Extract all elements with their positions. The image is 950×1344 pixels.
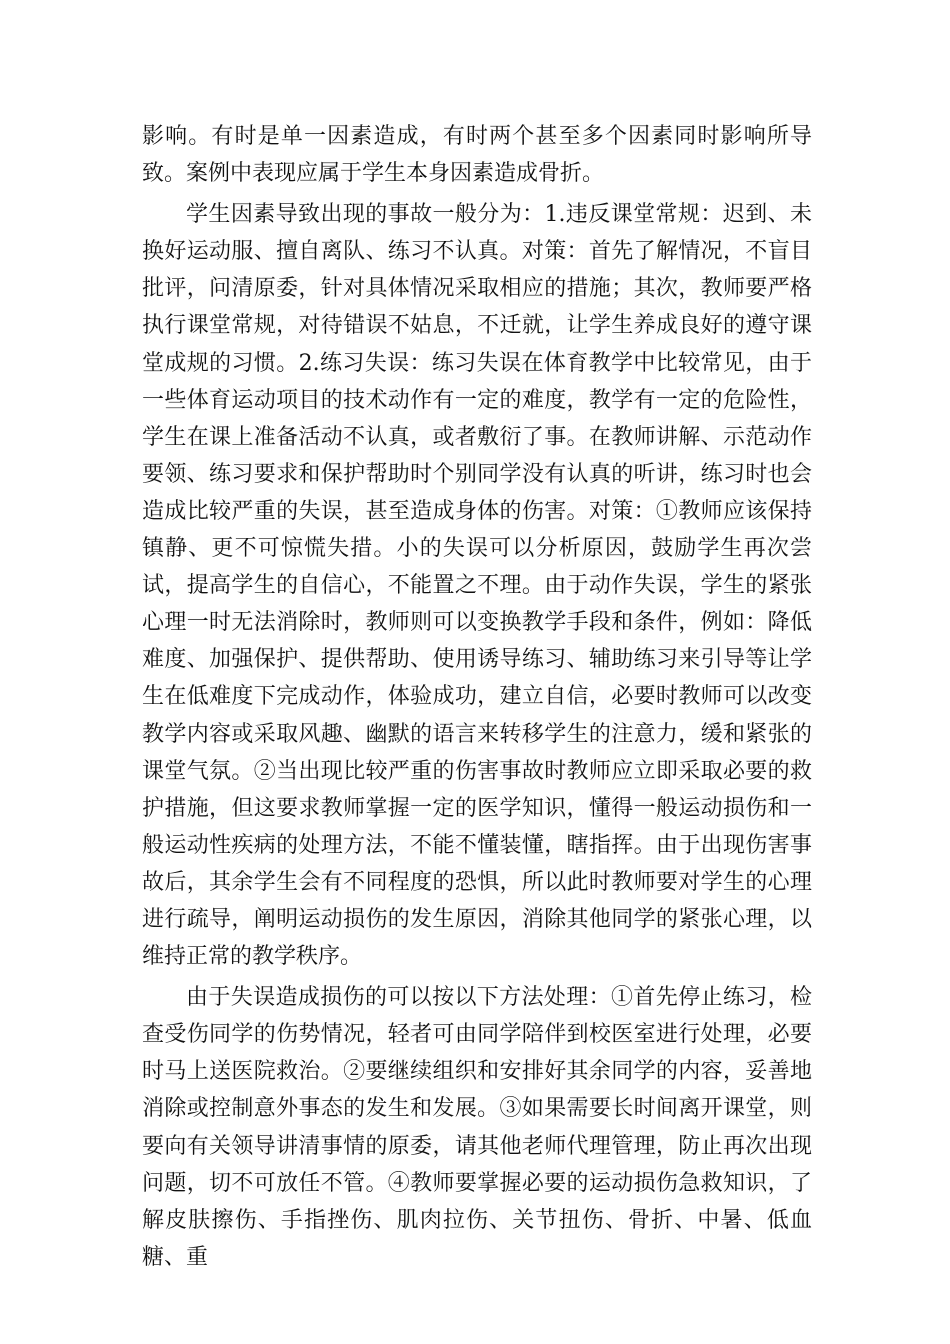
paragraph-student-factors: 学生因素导致出现的事故一般分为：1.违反课堂常规：迟到、未换好运动服、擅自离队、练习不认真。对策：首先了解情况，不盲目批评，问清原委，针对具体情况采取相应的措施；其次，教师要严格执行课堂常规，对待错误不姑息，不迁就，让学生养成良好的遵守课堂成规的习惯。2.练习失误：练习失误在体育教学中比较常见，由于一些体育运动项目的技术动作有一定的难度，教学有一定的危险性，学生在课上准备活动不认真，或者敷衍了事。在教师讲解、示范动作要领、练习要求和保护帮助时个别同学没有认真的听讲，练习时也会造成比较严重的失误，甚至造成身体的伤害。对策：①教师应该保持镇静、更不可惊慌失措。小的失误可以分析原因，鼓励学生再次尝试，提高学生的自信心，不能置之不理。由于动作失误，学生的紧张心理一时无法消除时，教师则可以变换教学手段和条件，例如：降低难度、加强保护、提供帮助、使用诱导练习、辅助练习来引导等让学生在低难度下完成动作，体验成功，建立自信，必要时教师可以改变教学内容或采取风趣、幽默的语言来转移学生的注意力，缓和紧张的课堂气氛。②当出现比较严重的伤害事故时教师应立即采取必要的救护措施，但这要求教师掌握一定的医学知识，懂得一般运动损伤和一般运动性疾病的处理方法，不能不懂装懂，瞎指挥。由于出现伤害事故后，其余学生会有不同程度的恐惧，所以此时教师要对学生的心理进行疏导，阐明运动损伤的发生原因，消除其他同学的紧张心理，以维持正常的教学秩序。 bbox=[142, 202, 812, 970]
document-body bbox=[142, 118, 812, 1276]
paragraph-continued: 影响。有时是单一因素造成，有时两个甚至多个因素同时影响所导致。案例中表现应属于学生本身因素造成骨折。 bbox=[142, 124, 812, 187]
paragraph-injury-handling: 由于失误造成损伤的可以按以下方法处理：①首先停止练习，检查受伤同学的伤势情况，轻者可由同学陪伴到校医室进行处理，必要时马上送医院救治。②要继续组织和安排好其余同学的内容，妥善地消除或控制意外事态的发生和发展。③如果需要长时间离开课堂，则要向有关领导讲清事情的原委，请其他老师代理管理，防止再次出现问题，切不可放任不管。④教师要掌握必要的运动损伤急救知识，了解皮肤擦伤、手指挫伤、肌肉拉伤、关节扭伤、骨折、中暑、低血糖、重 bbox=[142, 985, 812, 1270]
